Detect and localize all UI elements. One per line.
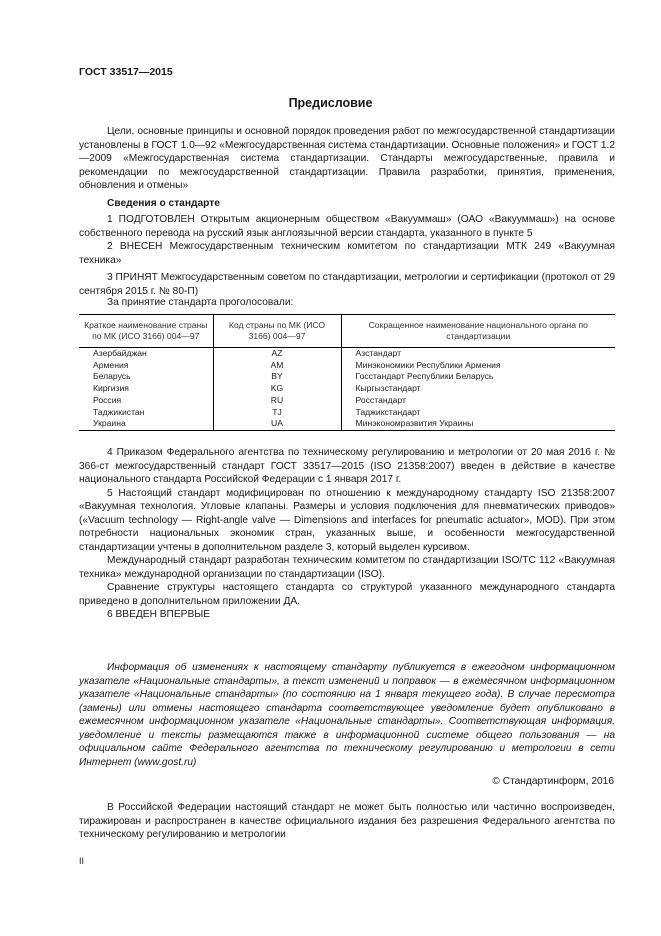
items-block-2 [79, 446, 615, 622]
table-row [79, 418, 615, 430]
code-cell: RU [213, 395, 341, 407]
org-cell: Азстандарт [341, 348, 615, 360]
table-row [79, 395, 615, 407]
code-cell: UA [213, 418, 341, 430]
page-title: Предисловие [288, 96, 373, 110]
org-cell: Минэкономразвития Украины [341, 418, 615, 430]
voted-label: За принятие стандарта проголосовали: [107, 297, 294, 308]
item-2: 2 ВНЕСЕН Межгосударственным техническим комитетом по стандартизации МТК 249 «Вакуумная техника» [79, 241, 615, 266]
item-4: 4 Приказом Федерального агентства по техническому регулированию и метрологии от 20 мая 2016 г. № 366-ст межгосударственный стандарт ГОСТ 33517—2015 (ISO 21358:2007) введен в действие в качестве национального стандарта Российской Федерации с 1 января 2017 г. [79, 447, 615, 485]
table-header-org: Сокращенное наименование национального органа по стандартизации [341, 315, 615, 348]
changes-info-block [79, 661, 615, 769]
table-row [79, 407, 615, 419]
page-number: II [79, 856, 85, 866]
country-cell: Россия [93, 394, 122, 405]
copyright: © Стандартинформ, 2016 [492, 776, 614, 787]
org-cell: Минэкономики Республики Армения [341, 360, 615, 372]
country-cell: Азербайджан [93, 348, 147, 358]
table-header-code: Код страны по МК (ИСО 3166) 004—97 [213, 315, 341, 348]
item-5-comparison: Сравнение структуры настоящего стандарта со структурой указанного международного стандарта приведено в дополнительном приложении ДА. [79, 582, 615, 607]
country-cell: Украина [79, 418, 213, 430]
section-subheading: Сведения о стандарте [107, 198, 220, 209]
items-block [79, 213, 615, 298]
document-header: ГОСТ 33517—2015 [79, 66, 173, 78]
table-row [79, 360, 615, 372]
table-row [79, 383, 615, 395]
country-cell: Киргизия [93, 383, 129, 394]
org-cell: Госстандарт Республики Беларусь [341, 371, 615, 383]
intro-paragraph [79, 125, 615, 193]
item-6: 6 ВВЕДЕН ВПЕРВЫЕ [107, 609, 211, 620]
item-1: 1 ПОДГОТОВЛЕН Открытым акционерным обществом «Вакууммаш» (ОАО «Вакууммаш») на основе собственного перевода на русский язык англоязычной версии стандарта, указанного в пункте 5 [79, 214, 615, 239]
code-cell: BY [213, 371, 341, 383]
rights-block [79, 801, 615, 842]
code-cell: KG [213, 383, 341, 395]
code-cell: AZ [213, 348, 341, 360]
table-row [79, 371, 615, 383]
country-cell: Беларусь [93, 371, 131, 382]
changes-info-text: Информация об изменениях к настоящему стандарту публикуется в ежегодном информационном указателе «Национальные стандарты», а текст изменений и поправок — в ежемесячном информационном указателе «Национальные стандарты» (по состоянию на 1 января текущего года). В случае пересмотра (замены) или отмены настоящего стандарта соответствующее уведомление будет опубликовано в ежемесячном информационном указателе «Национальные стандарты». Соответствующая информация, уведомление и тексты размещаются также в информационной системе общего пользования — на официальном сайте Федерального агентства по техническому регулированию и метрологии в сети Интернет (www.gost.ru) [79, 662, 615, 768]
code-cell: AM [213, 360, 341, 372]
voting-table [79, 314, 615, 431]
table-row [79, 348, 615, 360]
country-cell: Таджикистан [93, 406, 145, 417]
item-5: 5 Настоящий стандарт модифицирован по отношению к международному стандарту ISO 21358:2007 «Вакуумная технология. Угловые клапаны. Размеры и условия подключения для пневматических приводов» («Vacuum technology — Right-angle valve — Dimensions and interfaces for pneumatic actuator», MOD). При этом потребности национальных экономик стран, указанных выше, и особенности межгосударственной стандартизации учтены в дополнительном разделе 3, который выделен курсивом. [79, 487, 615, 553]
code-cell: TJ [213, 407, 341, 419]
item-5-tc: Международный стандарт разработан техническим комитетом по стандартизации ISO/TC 112 «Вакуумная техника» международной организации по стандартизации (ISO). [79, 555, 615, 580]
org-cell: Кыргызстандарт [341, 383, 615, 395]
rights-text: В Российской Федерации настоящий стандарт не может быть полностью или частично воспроизведен, тиражирован и распространен в качестве официального издания без разрешения Федерального агентства по техническому регулированию и метрологии [79, 802, 615, 840]
table-header-country: Краткое наименование страны по МК (ИСО 3166) 004—97 [79, 315, 213, 348]
country-cell: Армения [93, 359, 129, 370]
item-3: 3 ПРИНЯТ Межгосударственным советом по стандартизации, метрологии и сертификации (протокол от 29 сентября 2015 г. № 80-П) [79, 272, 615, 297]
org-cell: Таджикстандарт [341, 407, 615, 419]
intro-text: Цели, основные принципы и основной порядок проведения работ по межгосударственной стандартизации установлены в ГОСТ 1.0—92 «Межгосударственная система стандартизации. Основные положения» и ГОСТ 1.2—2009 «Межгосударственная система стандартизации. Стандарты межгосударственные, правила и рекомендации по межгосударственной стандартизации. Правила разработки, принятия, применения, обновления и отмены» [79, 126, 615, 191]
org-cell: Росстандарт [341, 395, 615, 407]
